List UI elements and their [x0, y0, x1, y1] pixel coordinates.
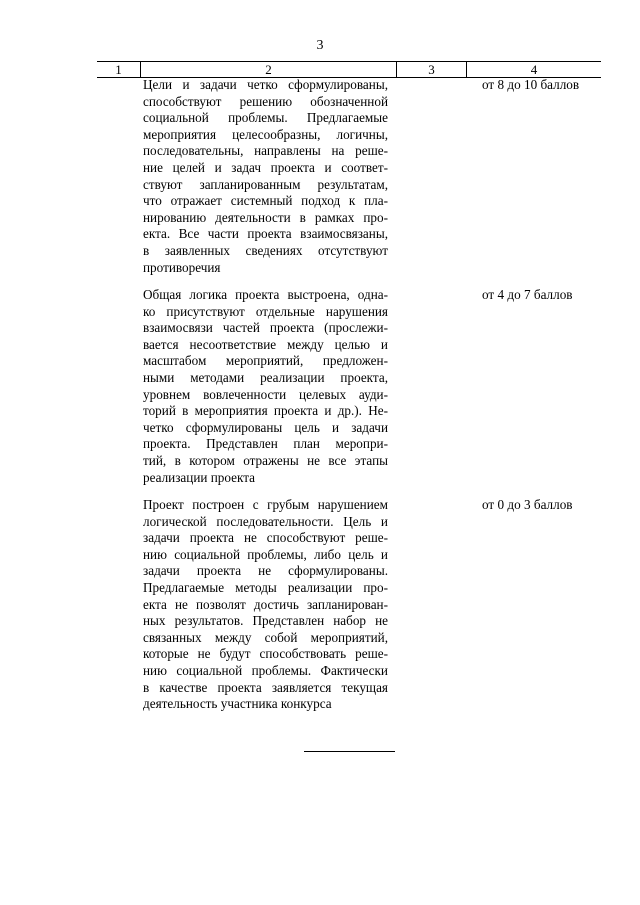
criteria-line: Предлагаемые методы реализации про- [143, 579, 388, 595]
criteria-line: социальной проблемы. Предлагаемые [143, 110, 388, 126]
criteria-line: мероприятия целесообразны, логичны, [143, 126, 388, 142]
score-range: от 4 до 7 баллов [482, 287, 573, 302]
table-header-row [97, 61, 601, 78]
criteria-line: задачи проекта не способствуют реше- [143, 530, 388, 546]
criteria-line: связанных между собой мероприятий, [143, 629, 388, 645]
criteria-line: Цели и задачи четко сформулированы, [143, 77, 388, 92]
criteria-line: четко сформулированы цель и задачи [143, 419, 388, 435]
criteria-line: задачи проекта не сформулированы. [143, 563, 388, 579]
criteria-line: что отражает системный подход к пла- [143, 193, 388, 209]
criteria-line: екта. Все части проекта взаимосвязаны, [143, 226, 388, 242]
criteria-text [143, 287, 388, 486]
criteria-line: ных результатов. Представлен набор не [143, 613, 388, 629]
criteria-line: ными методами реализации проекта, [143, 369, 388, 385]
criteria-line: деятельность участника конкурса [143, 696, 332, 712]
criteria-line: Проект построен с грубым нарушением [143, 497, 388, 512]
criteria-text [143, 77, 388, 276]
criteria-text [143, 497, 388, 713]
criteria-line: масштабом мероприятий, предложен- [143, 353, 388, 369]
criteria-line: уровнем вовлеченности целевых ауди- [143, 386, 388, 402]
criteria-line: екта не позволят достичь запланирован- [143, 596, 388, 612]
criteria-line: ствуют запланированным результатам, [143, 176, 388, 192]
criteria-line: нированию деятельности в рамках про- [143, 209, 388, 225]
criteria-line: вается несоответствие между целью и [143, 336, 388, 352]
end-of-document-rule [304, 751, 395, 752]
criteria-line: последовательны, направлены на реше- [143, 143, 388, 159]
column-header-1: 1 [115, 62, 122, 77]
score-range: от 0 до 3 баллов [482, 497, 573, 512]
criteria-line: торий в мероприятия проекта и др.). Не- [143, 403, 388, 419]
criteria-line: Общая логика проекта выстроена, одна- [143, 287, 388, 302]
criteria-line: в качестве проекта заявляется текущая [143, 679, 388, 695]
criteria-line: которые не будут способствовать реше- [143, 646, 388, 662]
criteria-line: в заявленных сведениях отсутствуют [143, 242, 388, 258]
column-header-3: 3 [396, 62, 466, 77]
page-number: 3 [316, 38, 324, 53]
criteria-line: проекта. Представлен план меропри- [143, 436, 388, 452]
criteria-line: реализации проекта [143, 469, 256, 485]
criteria-line: логической последовательности. Цель и [143, 513, 388, 529]
criteria-line: нию социальной проблемы. Фактически [143, 662, 388, 678]
column-header-4: 4 [466, 62, 601, 77]
criteria-line: нию социальной проблемы, либо цель и [143, 546, 388, 562]
criteria-line: взаимосвязи частей проекта (прослежи- [143, 320, 388, 336]
score-range: от 8 до 10 баллов [482, 77, 580, 92]
criteria-line: тий, в котором отражены не все этапы [143, 452, 388, 468]
column-header-2: 2 [140, 62, 396, 77]
criteria-line: противоречия [143, 259, 221, 275]
table-row [143, 497, 609, 713]
criteria-line: ко присутствуют отдельные нарушения [143, 303, 388, 319]
criteria-line: ние целей и задач проекта и соответ- [143, 159, 388, 175]
table-row [143, 77, 609, 276]
criteria-line: способствуют решению обозначенной [143, 93, 388, 109]
table-row [143, 287, 609, 486]
